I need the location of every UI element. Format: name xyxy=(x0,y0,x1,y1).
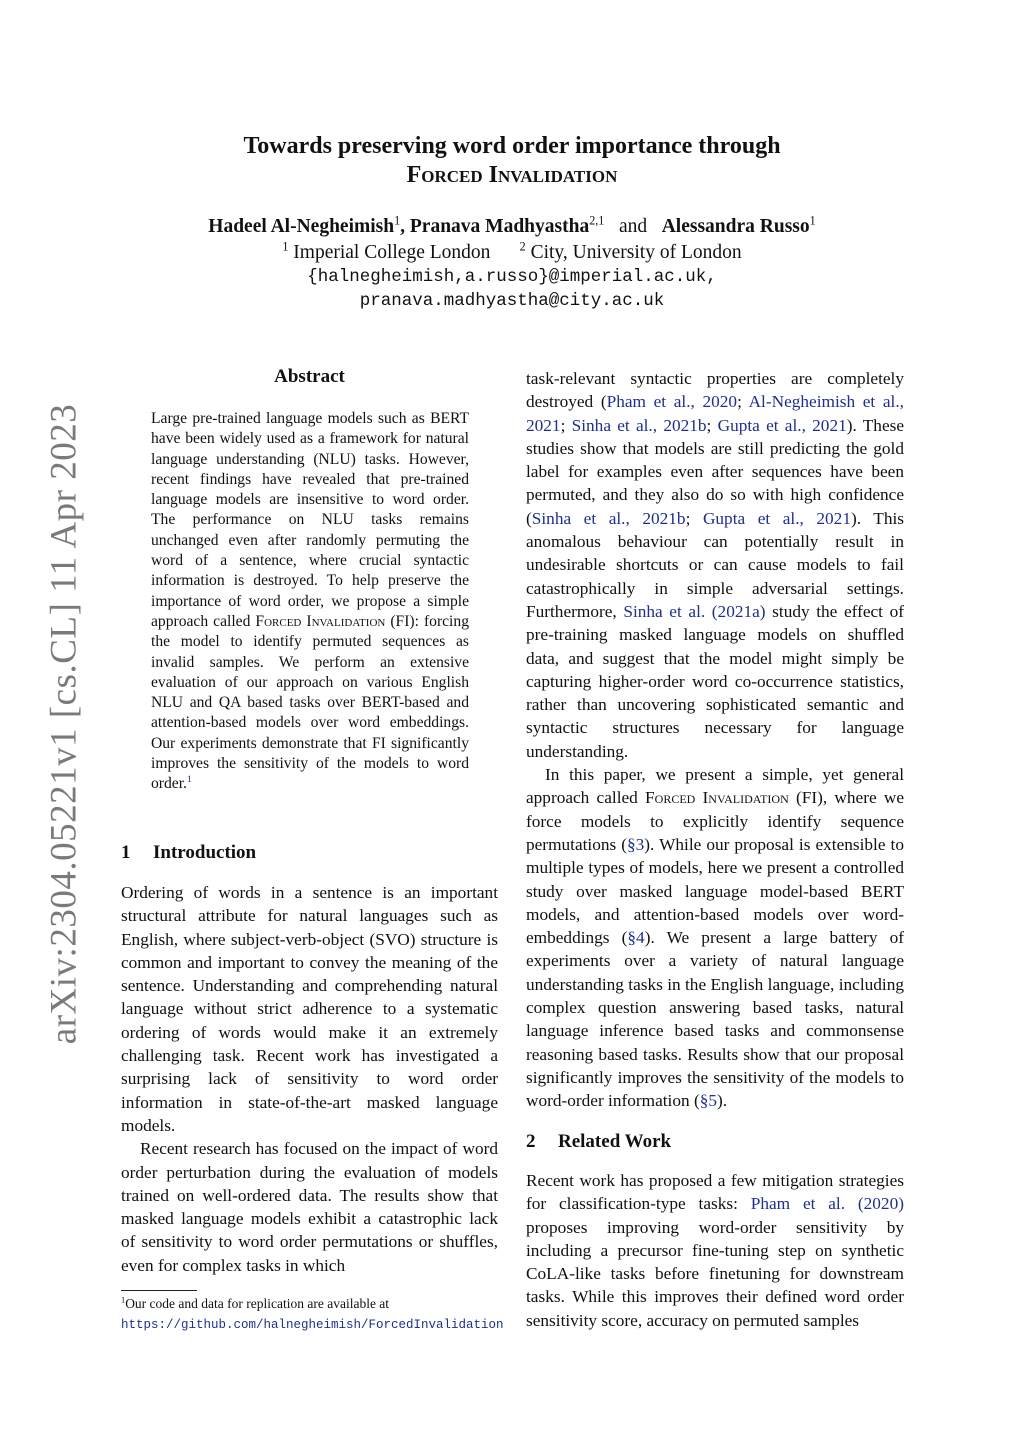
abstract-heading: Abstract xyxy=(274,366,345,387)
affiliations xyxy=(0,239,1024,264)
author-3-affil: 1 xyxy=(809,213,816,228)
footnote-rule xyxy=(121,1290,197,1291)
affil-1: Imperial College London xyxy=(293,242,491,263)
related-number: 2 xyxy=(526,1131,536,1152)
text-run: study the effect of pre-training masked language models on shuffled data, and suggest that the model might simply be capturing higher-order word co-occurrence statistics, rather than uncovering sophisticated semantic and syntactic structures necessary for language understanding. xyxy=(526,601,904,761)
affil-2: City, University of London xyxy=(530,242,742,263)
text-run: ; xyxy=(685,508,703,528)
text-run: (FI), where we force models to explicitly identify sequence permutations ( xyxy=(526,788,904,854)
text-run: ). xyxy=(717,1091,728,1111)
citation-gupta-2[interactable]: Gupta et al., 2021 xyxy=(702,508,851,528)
author-1-affil: 1 xyxy=(394,213,401,228)
method-name: Forced Invalidation xyxy=(645,788,789,808)
intro-paragraph-1: Ordering of words in a sentence is an important structural attribute for natural languages such as English, where subject-verb-object (SVO) structure is common and important to convey the meaning of the sentence. Understanding and comprehending natural language without strict adherence to a systematic ordering of words would make it an extremely challenging task. Recent work has investigated a surprising lack of sensitivity to word order information in state-of-the-art masked language models. xyxy=(121,883,498,1135)
author-2: Pranava Madhyastha xyxy=(409,216,590,237)
related-paragraph-1 xyxy=(526,1169,904,1332)
affil-1-mark: 1 xyxy=(282,239,289,254)
intro-body xyxy=(121,881,498,1277)
citation-gupta[interactable]: Gupta et al., 2021 xyxy=(717,415,847,435)
footnote-url[interactable]: https://github.com/halnegheimish/ForcedInvalidation xyxy=(121,1318,504,1332)
text-run: ). This anomalous behaviour can potentially result in undesirable shortcuts or can cause models to fail catastrophically in simple adversarial settings. Furthermore, xyxy=(526,508,905,621)
author-3: Alessandra Russo xyxy=(661,216,810,237)
abstract-method-name: Forced Invalidation xyxy=(255,612,386,630)
abstract-text-1: Large pre-trained language models such as BERT have been widely used as a framework for natural language understanding (NLU) tasks. However, recent findings have revealed that pre-trained language models are insensitive to word order. The performance on NLU tasks remains unchanged even after randomly permuting the word of a sentence, where crucial syntactic information is destroyed. To help preserve the importance of word order, we propose a simple approach called xyxy=(151,410,469,630)
abstract-text-2: (FI): forcing the model to identify permuted sequences as invalid samples. We perform an extensive evaluation of our approach on various English NLU and QA based tasks over BERT-based and attention-based models over word embeddings. Our experiments demonstrate that FI significantly improves the sensitivity of the models to word order. xyxy=(151,612,469,793)
email-line-2: pranava.madhyastha@city.ac.uk xyxy=(359,291,665,311)
affil-2-mark: 2 xyxy=(519,239,526,254)
abstract-footnote-mark[interactable]: 1 xyxy=(186,774,192,786)
related-body xyxy=(526,1169,904,1332)
section-ref-4[interactable]: §4 xyxy=(627,928,645,948)
title-line-1: Towards preserving word order importance through xyxy=(243,133,781,159)
author-1: Hadeel Al-Negheimish xyxy=(208,216,395,237)
text-run: ). We present a large battery of experiments over a variety of natural language understanding tasks in the English language, including complex question answering based tasks, natural language inference based tasks and commonsense reasoning based tasks. Results show that our proposal significantly improves the sensitivity of the models to word-order information ( xyxy=(526,928,904,1111)
text-run: proposes improving word-order sensitivity by including a precursor fine-tuning step on synthetic CoLA-like tasks before finetuning for downstream tasks. While this improves their defined word order sensitivity score, accuracy on permuted samples xyxy=(526,1217,904,1330)
section-ref-3[interactable]: §3 xyxy=(627,834,645,854)
intro-number: 1 xyxy=(121,842,131,863)
footnote xyxy=(121,1294,511,1335)
text-run: In this paper, we present a simple, yet general approach called xyxy=(526,765,904,808)
author-list: Hadeel Al-Negheimish$^1$, Pranava Madhyastha$^{2,1}$ and Alessandra Russo$^1$ xyxy=(208,213,816,237)
intro-heading xyxy=(121,842,498,864)
text-run: ; xyxy=(737,392,749,412)
title-line-2: Forced Invalidation xyxy=(406,162,618,188)
related-work-heading xyxy=(526,1131,904,1153)
arxiv-identifier: arXiv:2304.05221v1 [cs.CL] 11 Apr 2023 xyxy=(43,403,85,1045)
intro-title: Introduction xyxy=(153,842,257,863)
intro-paragraph-2: Recent research has focused on the impact of word order perturbation during the evaluation of models trained on well-ordered data. The results show that masked language models exhibit a catastrophic lack of sensitivity to word order permutations or shuffles, even for complex tasks in which xyxy=(121,1139,498,1275)
right-paragraph-1 xyxy=(526,367,904,763)
related-title: Related Work xyxy=(558,1131,672,1152)
paper-title xyxy=(0,132,1024,190)
text-run: ). These studies show that models are still predicting the gold label for examples even after sequences have been permuted, and they also do so with high confidence ( xyxy=(526,415,905,528)
author-and: and xyxy=(618,216,648,237)
email-line-1: {halnegheimish,a.russo}@imperial.ac.uk, xyxy=(307,267,717,287)
citation-sinha-b[interactable]: Sinha et al., 2021b xyxy=(571,415,707,435)
citation-sinha-b-2[interactable]: Sinha et al., 2021b xyxy=(531,508,686,528)
abstract-body xyxy=(151,409,469,795)
footnote-mark: 1 xyxy=(121,1295,126,1305)
citation-pham-2020[interactable]: Pham et al. (2020) xyxy=(750,1194,904,1214)
author-2-affil: 2,1 xyxy=(589,213,605,228)
text-run: task-relevant syntactic properties are completely destroyed ( xyxy=(526,369,904,412)
section-ref-5[interactable]: §5 xyxy=(699,1091,717,1111)
text-run: ; xyxy=(560,415,572,435)
right-paragraph-2 xyxy=(526,763,904,1112)
text-run: Recent work has proposed a few mitigation strategies for classification-type tasks: xyxy=(526,1171,904,1214)
citation-sinha-a[interactable]: Sinha et al. (2021a) xyxy=(623,601,766,621)
citation-alnegheimish[interactable]: Al-Negheimish et al., 2021 xyxy=(526,392,904,435)
right-column-body xyxy=(526,367,904,1113)
text-run: ). While our proposal is extensible to multiple types of models, here we present a controlled study over masked language model-based BERT models, and attention-based models over word-embeddings ( xyxy=(526,834,904,948)
citation-pham[interactable]: Pham et al., 2020 xyxy=(606,392,738,412)
footnote-text: Our code and data for replication are available at xyxy=(125,1296,390,1311)
text-run: ; xyxy=(706,415,718,435)
